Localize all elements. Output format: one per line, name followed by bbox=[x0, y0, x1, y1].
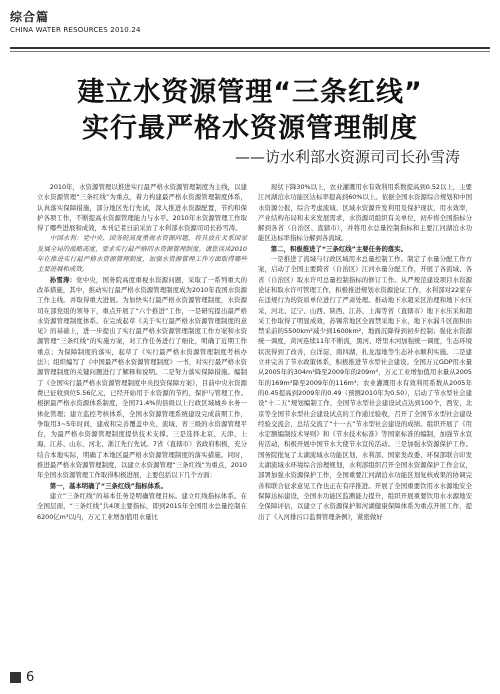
article-subtitle: ——访水利部水资源司司长孙雪涛 bbox=[234, 148, 460, 166]
article-title-line1: 建立水资源管理“三条红线” bbox=[77, 77, 423, 108]
second-point-paragraph: 一是推进了流域与行政区域用水总量控制工作。制定了水量分配工作方案，启动了全国主要跨省（自治区）江河水量分配工作，开展了各流域、各省（自治区）取水许可总量控制指标的修订工作。从严规范建设项目水资源论证和取水许可管理工作，积极推进规划水资源论证工作，水利部对22家存在违规行为的资质单位进行了严肃处理。推动地下水超采区治理和地下水压采，河北、辽宁、山西、陕西、江苏、上海等省（直辖市）地下水压采和超采工作取得了明显成效，苏锡常地区全面禁采地下水，地下水漏斗区面积由禁采前的5500km²减少到1600km²，地面沉降得到初步控制；强化水资源统一调度，黄河连续11年不断流，黑河、塔里木河加强统一调度，生态环境状况得到了改善，白洋淀、南四湖、扎龙湿地等生态补水顺利实施。二是建立并完善了节水政策体系，积极推进节水型社会建设。全国万元GDP用水量从2005年的304m³降至2009年的209m³，万元工业增加值用水量从2005年的169m³降至2009年的116m³；农业灌溉用水有效利用系数从2005年的0.45提高到2009年的0.49（预测2010年为0.50），启动了节水型社会建设“十二五”规划编制工作，全国节水型社会建设试点达到100个，西安、北京等全国节水型社会建设试点的工作通过验收，召开了全国节水型社会建设经验交流会，总结交流了“十一五”节水型社会建设的成绩。组织开展了《用水定额编制技术导则》和《节水技术标准》等国家标准的编制，加强节水宣传活动，积极开展中国节水大使节水宣传活动。三是加强水资源保护工作。国务院批复了太湖流域水功能区划，水利部、国家发改委、环保部联合印发太湖流域水环境综合治理规划，水利部组织召开全国水资源保护工作会议，部署加强水资源保护工作，全国重要江河湖泊水功能区划复核成果的协调完善和联合征求意见工作也正在有序推进。开展了全国重要饮用水水源地安全保障达标建设，全国水功能区监测能力提升，组织开展重要饮用水水源地安全保障评估，以建立了水资源保护和河湖健康保障体系为重点开展工作，提出了《入河排污口监督管理条例》，紧密做好 bbox=[258, 255, 472, 521]
right-column bbox=[258, 182, 472, 522]
first-point-paragraph: 建立“三条红线”的基本任务是明确管理目标。建立红线指标体系。在全国层面，“三条红线”共4项主要指标，即到2015年全国用水总量控制在6200亿m³以内，万元工业增加值用水量比 bbox=[37, 491, 247, 521]
page-marker bbox=[10, 672, 21, 683]
page-header bbox=[10, 8, 490, 34]
answer-text: 党中央，国务院高度重视水资源问题，采取了一系列重大的改革措施，其中，推动实行最严格水资源管理制度成为2010年我国水资源工作主线。并取得重大进展。为加快实行最严格水资源管理制度，水资源司在部党组的领导下，重点开展了“六个推进”工作，一是研究提出最严格水资源管理制度体系。在完成起草《关于实行最严格水资源管理制度的意见》的基础上，进一步提出了实行最严格水资源管理制度工作方案和水资源管理“三条红线”的实施方案，对工作任务进行了细化，明确了近期工作重点；为保障制度的落实，起草了《实行最严格水资源管理制度考核办法》；组织编写了《中国最严格水资源管理制度》一书，对实行最严格水资源管理制度的关键问题进行了解释和说明。二是努力落实保障措施。编制了《全国实行最严格水资源管理制度中央投资保障方案》，目前中央水资源费已征收到位5.56亿元，已经开始用于水资源的节约、保护与管理工作。根据最严格水资源体系制度，全国71.4%的县级以上行政区域城乡水务一体化管理；建立监控考核体系，全国水资源管理系统建设完成前期工作，争取用3~5年时间，建成和完善覆盖中央、流域、省三级的水资源管理平台，为最严格水资源管理制度提供技术支撑。三是选择北京、天津、上海、江苏、山东、河北、浙江先行先试。7省（直辖市）省政府积极，充分结合本地实际，明确了本地区最严格水资源管理制度的落实措施。同时，推进最严格水资源管理制度，以建立水资源管理“三条红线”为重点，2010年全国水资源管理工作取得积极进展，主要包括以下几个方面： bbox=[37, 275, 248, 480]
question-paragraph: 中国水利：党中央、国务院高度重视水资源问题，将其放在关系国家发展全局的战略高度，要求实行最严格的水资源管理制度。请您谈谈2010年在推进实行最严格水资源管理制度，加强水资源管理工作方面取得哪些主要进展和成效。 bbox=[37, 234, 247, 274]
answer-speaker: 孙雪涛： bbox=[49, 275, 77, 284]
article-title-line2: 实行最严格水资源管理制度 bbox=[82, 113, 418, 144]
continued-paragraph: 现状下降30%以上，农业灌溉用水有效利用系数提高到0.52以上，主要江河湖泊水功能区达标率提高到60%以上。依据全国水资源综合规划和中国水资源公报，综合考虑流域、区域水资源开发利用及保护现状，用水效率，产业结构布局和未来发展需求，水资源司组织有关单位，初步将全国指标分解到各省（自治区、直辖市），并将用水总量控制指标和主要江河湖泊水功能区达标率指标分解到各流域。 bbox=[258, 183, 472, 243]
heading-first: 第一，基本明确了“三条红线”指标体系。 bbox=[49, 481, 167, 490]
heading-second: 第二，积极推进了“三条红线”主要任务的落实。 bbox=[270, 244, 408, 253]
left-column bbox=[37, 182, 247, 522]
page-number: 6 bbox=[26, 670, 35, 685]
journal-name: CHINA WATER RESOURCES 2010.24 bbox=[10, 26, 141, 34]
intro-paragraph: 2010年，水资源管理以推进实行最严格水资源管理制度为主线，以建立水资源管理“三条红线”为重点，着力构建最严格水资源管理制度体系，认真落实保障措施，部分地区先行先试，深入推进水资源配置，节约和保护各项工作，不断提高水资源管理能力与水平。2010年水资源管理工作取得了哪些进展和成效，本刊记者日前采访了水利部水资源司司长孙雪涛。 bbox=[37, 183, 247, 233]
answer-paragraph bbox=[37, 275, 247, 481]
section-label: 综合篇 bbox=[10, 10, 50, 24]
header-rule bbox=[10, 47, 490, 49]
header-rule-thin bbox=[10, 51, 490, 52]
